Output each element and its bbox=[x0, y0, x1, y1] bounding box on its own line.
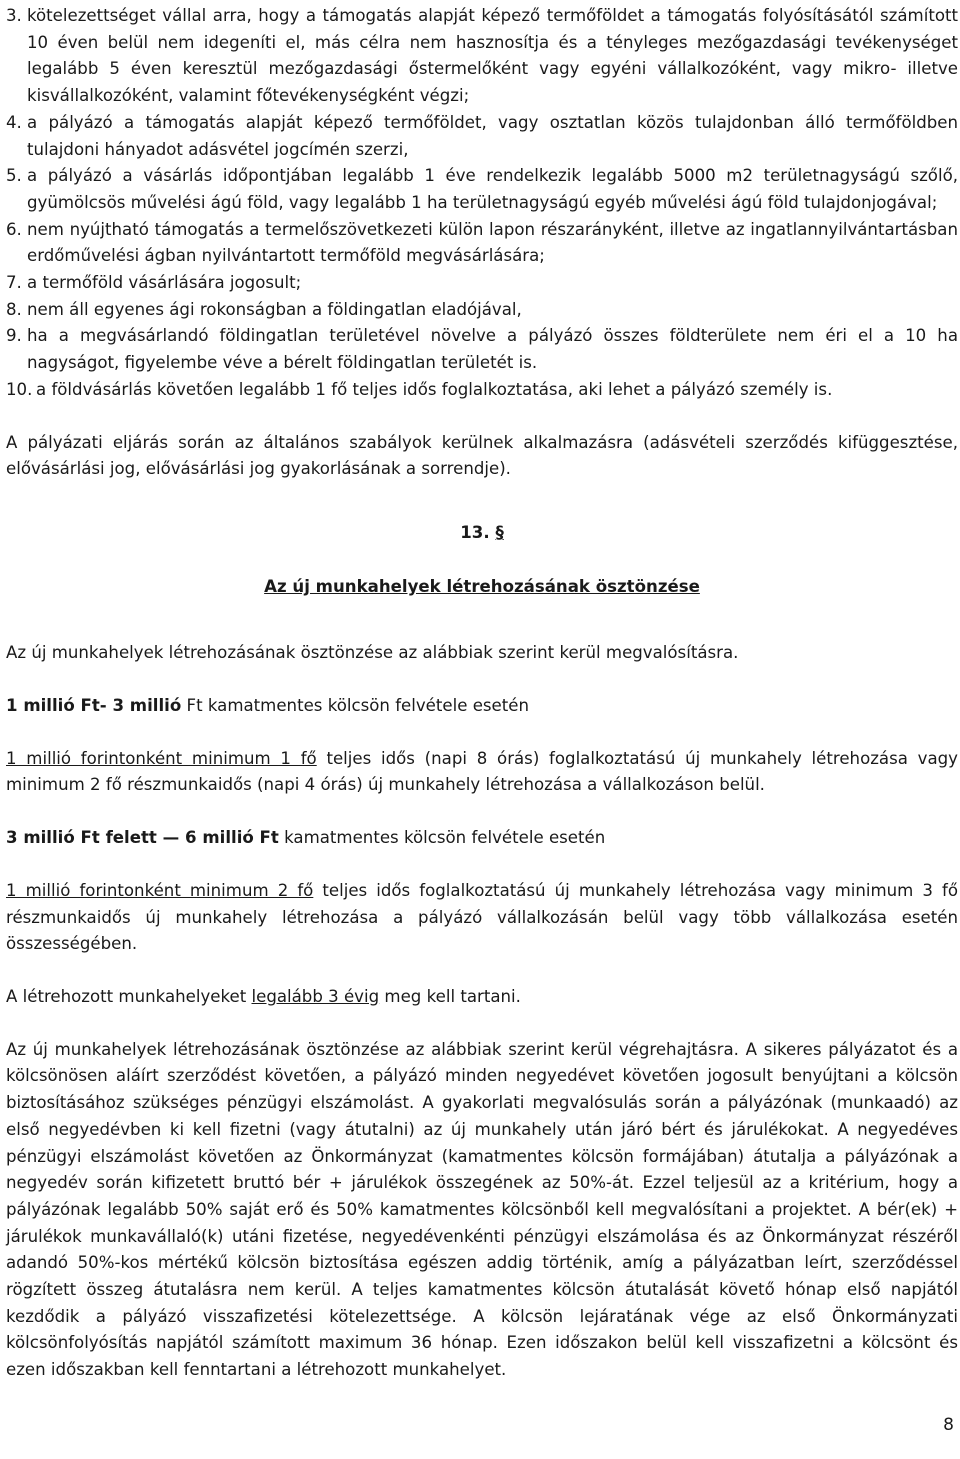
procedure-paragraph: A pályázati eljárás során az általános szabályok kerülnek alkalmazásra (adásvételi szerződés kifüggesztése, elővásárlási jog, elővásárlási jog gyakorlásának a sorrendje). bbox=[6, 432, 958, 479]
list-item-text: nem nyújtható támogatás a termelőszövetkezeti külön lapon részarányként, illetve az ingatlannyilvántartásban erdőművelési ágban nyilvántartott termőföld megvásárlására; bbox=[27, 219, 958, 266]
tier2-requirement bbox=[6, 878, 958, 958]
execution-paragraph: Az új munkahelyek létrehozásának ösztönzése az alábbiak szerint kerül végrehajtásra. A sikeres pályázatot és a kölcsönösen aláírt szerződést követően, a pályázó minden negyedévet követően jogosult benyújtani a kölcsön biztosításához szükséges pénzügyi elszámolást. A gyakorlati megvalósulás során a pályázónak (munkaadó) az első negyedévben ki kell fizetni (vagy átutalni) az új munkahely után járó bért és járulékokat. A negyedéves pénzügyi elszámolást követően az Önkormányzat (kamatmentes kölcsön formájában) átutalja a pályázónak a negyedév során kifizetett bruttó bér + járulékok összegének az 50%-át. Ezzel teljesül az a kritérium, hogy a pályázónak legalább 50% saját erő és 50% kamatmentes kölcsönből kell megvalósítani a projektet. A bér(ek) + járulékok munkavállaló(k) utáni fizetése, negyedévenkénti pénzügyi elszámolása és az Önkormányzat részéről adandó 50%-kos mértékű kölcsön biztosítása egészen addig történik, amíg a pályázatban leírt, szerződéssel rögzített összeg átutalásra nem kerül. A teljes kamatmentes kölcsön átutalását követő hónap első napjától kezdődik a pályázó visszafizetési kötelezettsége. A kölcsön lejáratának vége az első Önkormányzati kölcsönfolyósítás napjától számított maximum 36 hónap. Ezen időszakon belül kell visszafizetni a kölcsönt és ezen időszakban kell fenntartani a létrehozott munkahelyet. bbox=[6, 1039, 958, 1380]
tier2-heading bbox=[6, 825, 958, 852]
section-number-text: 13. bbox=[460, 522, 490, 542]
list-item bbox=[6, 110, 958, 163]
retention-before: A létrehozott munkahelyeket bbox=[6, 986, 252, 1006]
page-number: 8 bbox=[943, 1415, 954, 1435]
list-item-text: a termőföld vásárlására jogosult; bbox=[27, 273, 302, 293]
list-item-text: nem áll egyenes ági rokonságban a földingatlan eladójával, bbox=[27, 299, 522, 319]
list-item-number: 4. bbox=[6, 112, 22, 132]
tier1-amount: 1 millió Ft- 3 millió bbox=[6, 696, 182, 716]
list-item-text: a pályázó a támogatás alapját képező termőföldet, vagy osztatlan közös tulajdonban álló termőföldben tulajdoni hányadot adásvétel jogcímén szerzi, bbox=[27, 112, 958, 159]
retention-after: meg kell tartani. bbox=[379, 986, 521, 1006]
list-item bbox=[6, 377, 958, 404]
section-title: Az új munkahelyek létrehozásának ösztönzése bbox=[264, 576, 700, 596]
tier2-minimum: 1 millió forintonként minimum 2 fő bbox=[6, 880, 314, 900]
list-item-number: 10. bbox=[6, 379, 33, 399]
section-symbol: § bbox=[495, 522, 504, 542]
tier1-detail: teljes idős (napi 8 órás) foglalkoztatású új munkahely létrehozása vagy minimum 2 fő részmunkaidős (napi 4 órás) új munkahely létrehozása a vállalkozáson belül. bbox=[6, 748, 958, 795]
retention-paragraph bbox=[6, 984, 958, 1011]
document-page bbox=[6, 3, 958, 1384]
list-item-text: a földvásárlás követően legalább 1 fő teljes idős foglalkoztatása, aki lehet a pályázó személy is. bbox=[36, 379, 833, 399]
list-item-number: 9. bbox=[6, 326, 22, 346]
tier2-detail: teljes idős foglalkoztatású új munkahely létrehozása vagy minimum 3 fő részmunkaidős új munkahely létrehozása a pályázó vállalkozásán belül vagy több vállalkozása esetén összességében. bbox=[6, 880, 959, 954]
tier1-minimum: 1 millió forintonként minimum 1 fő bbox=[6, 748, 317, 768]
list-item-text: ha a megvásárlandó földingatlan területével növelve a pályázó összes földterülete nem éri el a 10 ha nagyságot, figyelembe véve a bérelt földingatlan területét is. bbox=[27, 326, 958, 373]
tier1-heading-rest: Ft kamatmentes kölcsön felvétele esetén bbox=[181, 696, 529, 716]
list-item bbox=[6, 217, 958, 270]
list-item-number: 5. bbox=[6, 166, 22, 186]
list-item bbox=[6, 270, 958, 297]
list-item-number: 7. bbox=[6, 273, 22, 293]
tier1-requirement bbox=[6, 746, 958, 799]
tier2-amount: 3 millió Ft felett — 6 millió Ft bbox=[6, 828, 279, 848]
list-item bbox=[6, 323, 958, 376]
retention-period: legalább 3 évig bbox=[251, 986, 380, 1006]
list-item-number: 3. bbox=[6, 6, 22, 25]
list-item-text: a pályázó a vásárlás időpontjában legalább 1 éve rendelkezik legalább 5000 m2 területnagyságú szőlő, gyümölcsös művelési ágú föld, vagy legalább 1 ha területnagyságú egyéb művelési ágú föld tulajdonjogával; bbox=[27, 166, 958, 212]
list-item-text: kötelezettséget vállal arra, hogy a támogatás alapját képező termőföldet a támogatás folyósításától számított 10 éven belül nem idegeníti el, más célra nem hasznosítja és a tényleges mezőgazdasági tevékenységet legalább 5 éven keresztül mezőgazdasági őstermelőként vagy egyéni vállalkozóként, vagy mikro- illetve kisvállalkozóként, valamint főtevékenységként végzi; bbox=[27, 6, 958, 106]
list-item bbox=[6, 163, 958, 216]
list-item-number: 6. bbox=[6, 219, 22, 239]
tier1-heading bbox=[6, 693, 958, 720]
list-item-number: 8. bbox=[6, 299, 22, 319]
eligibility-list bbox=[6, 3, 958, 404]
tier2-heading-rest: kamatmentes kölcsön felvétele esetén bbox=[278, 828, 606, 848]
section-number bbox=[6, 520, 958, 547]
list-item bbox=[6, 3, 958, 110]
list-item bbox=[6, 297, 958, 324]
intro-paragraph: Az új munkahelyek létrehozásának ösztönzése az alábbiak szerint kerül megvalósításra. bbox=[6, 643, 739, 663]
